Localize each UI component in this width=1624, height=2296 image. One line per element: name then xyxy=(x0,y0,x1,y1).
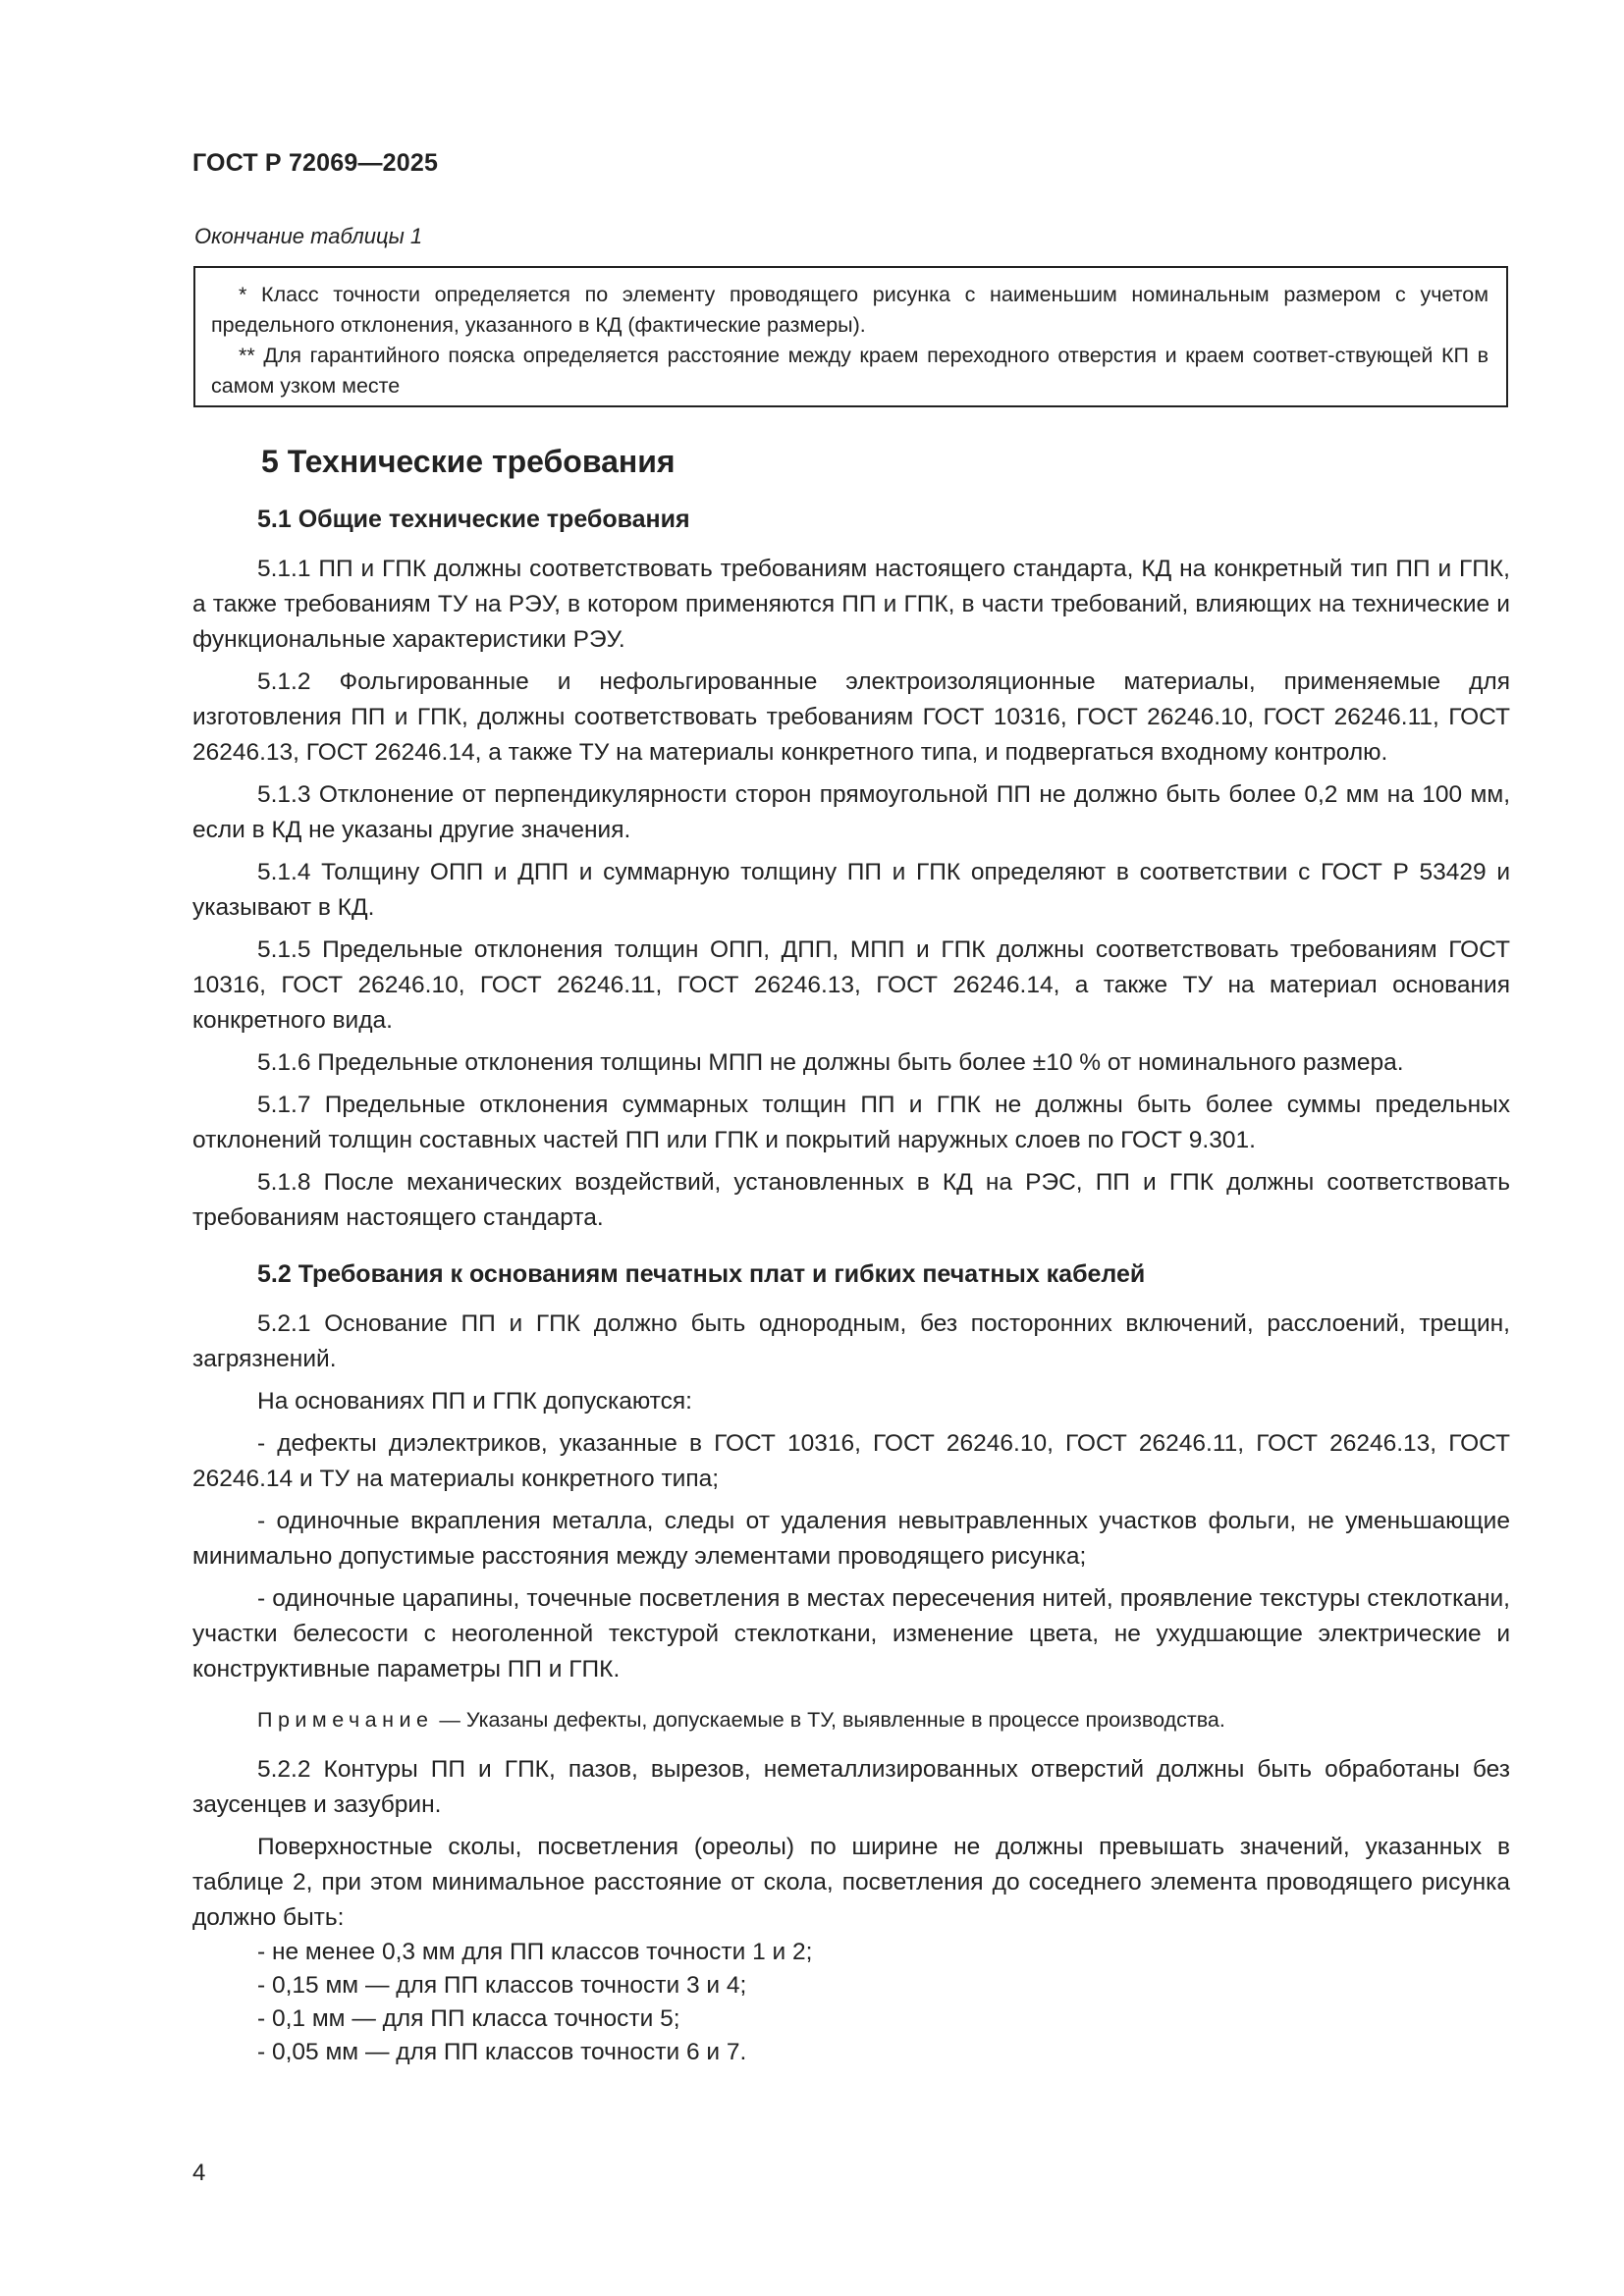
table-footnote-1: * Класс точности определяется по элементу проводящего рисунка с наименьшим номинальным размером с учетом предельного отклонения, указанного в КД (фактические размеры). xyxy=(211,283,1489,337)
paragraph-5-1-7: 5.1.7 Предельные отклонения суммарных толщин ПП и ГПК не должны быть более суммы предельных отклонений толщин составных частей ПП или ГПК и покрытий наружных слоев по ГОСТ 9.301. xyxy=(192,1092,1510,1153)
paragraph-5-2-1-allowed: На основаниях ПП и ГПК допускаются: xyxy=(257,1388,692,1415)
paragraph-5-1-3: 5.1.3 Отклонение от перпендикулярности сторон прямоугольной ПП не должно быть более 0,2 мм на 100 мм, если в КД не указаны другие значения. xyxy=(192,781,1510,843)
list-item: - 0,15 мм — для ПП классов точности 3 и 4; xyxy=(257,1972,747,1999)
paragraph-5-1-5: 5.1.5 Предельные отклонения толщин ОПП, ДПП, МПП и ГПК должны соответствовать требованиям ГОСТ 10316, ГОСТ 26246.10, ГОСТ 26246.11, ГОСТ 26246.13, ГОСТ 26246.14, а также ТУ на материал основания конкретного вида. xyxy=(192,936,1510,1034)
paragraph-5-1-8: 5.1.8 После механических воздействий, установленных в КД на РЭС, ПП и ГПК должны соответствовать требованиям настоящего стандарта. xyxy=(192,1169,1510,1231)
section-title: 5 Технические требования xyxy=(261,444,676,479)
paragraph-5-2-1-defect-3: - одиночные царапины, точечные посветления в местах пересечения нитей, проявление текстуры стеклоткани, участки белесости с неоголенной текстурой стеклоткани, изменение цвета, не ухудшающие электрические и конструктивные параметры ПП и ГПК. xyxy=(192,1585,1510,1682)
paragraph-5-2-1-defect-1: - дефекты диэлектриков, указанные в ГОСТ 10316, ГОСТ 26246.10, ГОСТ 26246.11, ГОСТ 26246.13, ГОСТ 26246.14 и ТУ на материалы конкретного типа; xyxy=(192,1430,1510,1492)
document-id-header: ГОСТ Р 72069—2025 xyxy=(192,149,439,177)
list-item: - 0,1 мм — для ПП класса точности 5; xyxy=(257,2005,680,2032)
paragraph-5-1-6: 5.1.6 Предельные отклонения толщины МПП не должны быть более ±10 % от номинального размера. xyxy=(257,1049,1404,1076)
table-footnote-box xyxy=(193,266,1508,407)
list-item: - 0,05 мм — для ПП классов точности 6 и 7. xyxy=(257,2039,747,2065)
note-text: — Указаны дефекты, допускаемые в ТУ, выявленные в процессе производства. xyxy=(433,1708,1225,1732)
paragraph-5-1-1: 5.1.1 ПП и ГПК должны соответствовать требованиям настоящего стандарта, КД на конкретный тип ПП и ГПК, а также требованиям ТУ на РЭУ, в котором применяются ПП и ГПК, в части требований, влияющих на технические и функциональные характеристики РЭУ. xyxy=(192,556,1510,653)
table-footnote-2: ** Для гарантийного пояска определяется расстояние между краем переходного отверстия и краем соответ-ствующей КП в самом узком месте xyxy=(211,344,1489,398)
main-content xyxy=(192,442,1510,2069)
subsection-title-5-2: 5.2 Требования к основаниям печатных плат и гибких печатных кабелей xyxy=(257,1260,1146,1288)
subsection-title-5-1: 5.1 Общие технические требования xyxy=(257,506,690,533)
note-label: Примечание xyxy=(257,1708,434,1732)
paragraph-5-2-1-defect-2: - одиночные вкрапления металла, следы от удаления невытравленных участков фольги, не уменьшающие минимально допустимые расстояния между элементами проводящего рисунка; xyxy=(192,1508,1510,1570)
paragraph-5-2-2: 5.2.2 Контуры ПП и ГПК, пазов, вырезов, неметаллизированных отверстий должны быть обработаны без заусенцев и зазубрин. xyxy=(192,1756,1510,1818)
page-number: 4 xyxy=(192,2160,206,2186)
paragraph-5-2-2-b: Поверхностные сколы, посветления (ореолы) по ширине не должны превышать значений, указанных в таблице 2, при этом минимальное расстояние от скола, посветления до соседнего элемента проводящего рисунка должно быть: xyxy=(192,1834,1510,1931)
table-continuation-caption: Окончание таблицы 1 xyxy=(194,224,423,248)
paragraph-5-1-2: 5.1.2 Фольгированные и нефольгированные электроизоляционные материалы, применяемые для изготовления ПП и ГПК, должны соответствовать требованиям ГОСТ 10316, ГОСТ 26246.10, ГОСТ 26246.11, ГОСТ 26246.13, ГОСТ 26246.14, а также ТУ на материалы конкретного типа, и подвергаться входному контролю. xyxy=(192,668,1510,766)
paragraph-5-1-4: 5.1.4 Толщину ОПП и ДПП и суммарную толщину ПП и ГПК определяют в соответствии с ГОСТ Р 53429 и указывают в КД. xyxy=(192,859,1510,921)
paragraph-5-2-1: 5.2.1 Основание ПП и ГПК должно быть однородным, без посторонних включений, расслоений, трещин, загрязнений. xyxy=(192,1310,1510,1372)
list-item: - не менее 0,3 мм для ПП классов точности 1 и 2; xyxy=(257,1939,813,1965)
note xyxy=(192,1705,1510,1735)
